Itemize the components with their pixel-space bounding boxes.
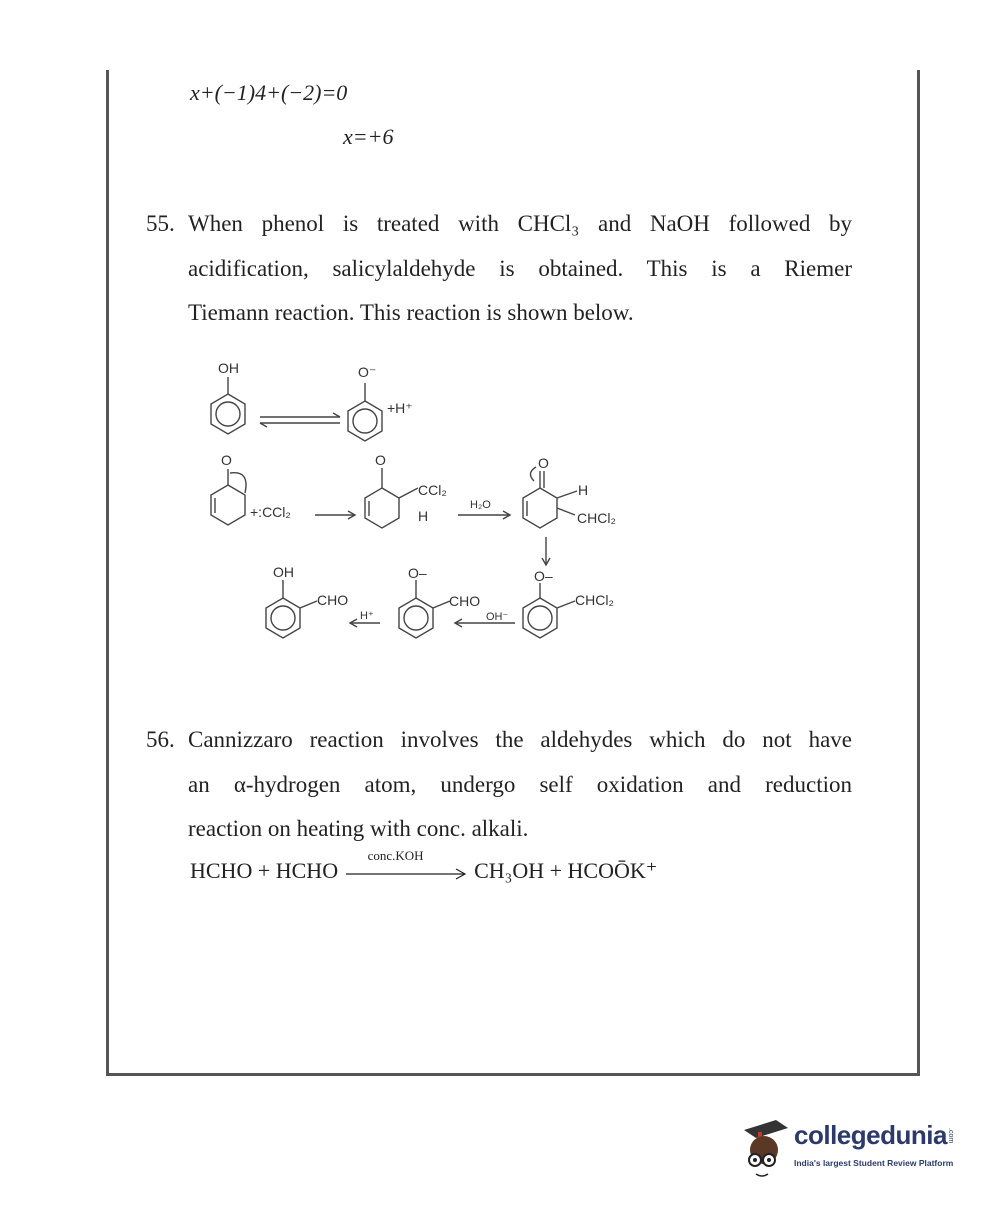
cannizzaro-equation <box>190 847 658 884</box>
question-56-line-2: an α-hydrogen atom, undergo self oxidation and reduction <box>188 771 852 797</box>
label-chcl2-2: CHCl₂ <box>575 592 614 608</box>
dichloromethyl-phenoxide-ring <box>523 583 575 638</box>
question-55 <box>146 202 852 336</box>
reimer-tiemann-scheme <box>190 355 640 665</box>
label-ccl2: CCl₂ <box>418 482 447 498</box>
phenoxide-ring <box>348 383 382 441</box>
question-55-line-3: Tiemann reaction. This reaction is shown below. <box>188 300 634 325</box>
label-cho-2: CHO <box>317 592 349 608</box>
label-o-minus-3: O– <box>408 565 427 581</box>
label-ccl2-reagent: +:CCl₂ <box>250 504 291 520</box>
question-55-line-2: acidification, salicylaldehyde is obtained. This is a Riemer <box>188 255 852 281</box>
label-o-1: O <box>221 452 232 468</box>
label-h-1: H <box>418 508 429 524</box>
label-o-3: O <box>538 455 549 471</box>
logo-tagline: India's largest Student Review Platform <box>794 1158 954 1168</box>
collegedunia-logo <box>736 1108 966 1198</box>
phenoxide-attack-ring <box>211 469 246 525</box>
label-oh: OH <box>218 360 239 376</box>
logo-wordmark: collegedunia <box>794 1120 947 1150</box>
salicylaldehyde-ring <box>266 580 317 638</box>
arrow-down <box>542 537 550 565</box>
arrow-h2o <box>458 511 510 519</box>
cannizzaro-arrow <box>344 847 469 884</box>
equation-line-1: x+(−1)4+(−2)=0 <box>190 80 348 105</box>
label-o-minus-2: O– <box>534 568 553 584</box>
cannizzaro-reactants: HCHO + HCHO <box>190 858 339 883</box>
label-o-minus: O⁻ <box>358 364 377 380</box>
question-55-line-1: When phenol is treated with CHCl₃ and NaOH followed by <box>188 211 852 236</box>
question-56-line-1: Cannizzaro reaction involves the aldehydes which do not have <box>188 727 852 752</box>
cannizzaro-reagent: conc.KOH <box>367 847 424 863</box>
mascot-icon <box>736 1108 796 1188</box>
question-56-line-3: reaction on heating with conc. alkali. <box>188 816 529 841</box>
label-o-2: O <box>375 452 386 468</box>
label-chcl2-1: CHCl₂ <box>577 510 616 526</box>
equation-line-2: x=+6 <box>343 124 394 149</box>
label-h-2: H <box>578 482 589 498</box>
question-56 <box>146 718 852 852</box>
label-cho-1: CHO <box>449 593 481 609</box>
equilibrium-arrows <box>260 413 340 427</box>
label-h-plus: +H⁺ <box>387 400 413 416</box>
question-56-number: 56. <box>146 727 175 752</box>
label-h-plus-2: H⁺ <box>360 610 374 622</box>
label-oh-minus: OH⁻ <box>486 611 509 623</box>
phenol-ring <box>211 377 245 434</box>
salicylaldehyde-phenoxide-ring <box>399 580 450 638</box>
question-55-number: 55. <box>146 211 175 236</box>
intermediate-ring-1 <box>365 468 418 528</box>
logo-suffix: .com <box>947 1128 954 1144</box>
label-h2o: H₂O <box>470 499 491 511</box>
intermediate-ring-2 <box>523 467 577 528</box>
label-oh-2: OH <box>273 564 294 580</box>
cannizzaro-products: CH₃OH + HCOŌK⁺ <box>474 858 658 883</box>
arrow-to-intermediate <box>315 511 355 519</box>
